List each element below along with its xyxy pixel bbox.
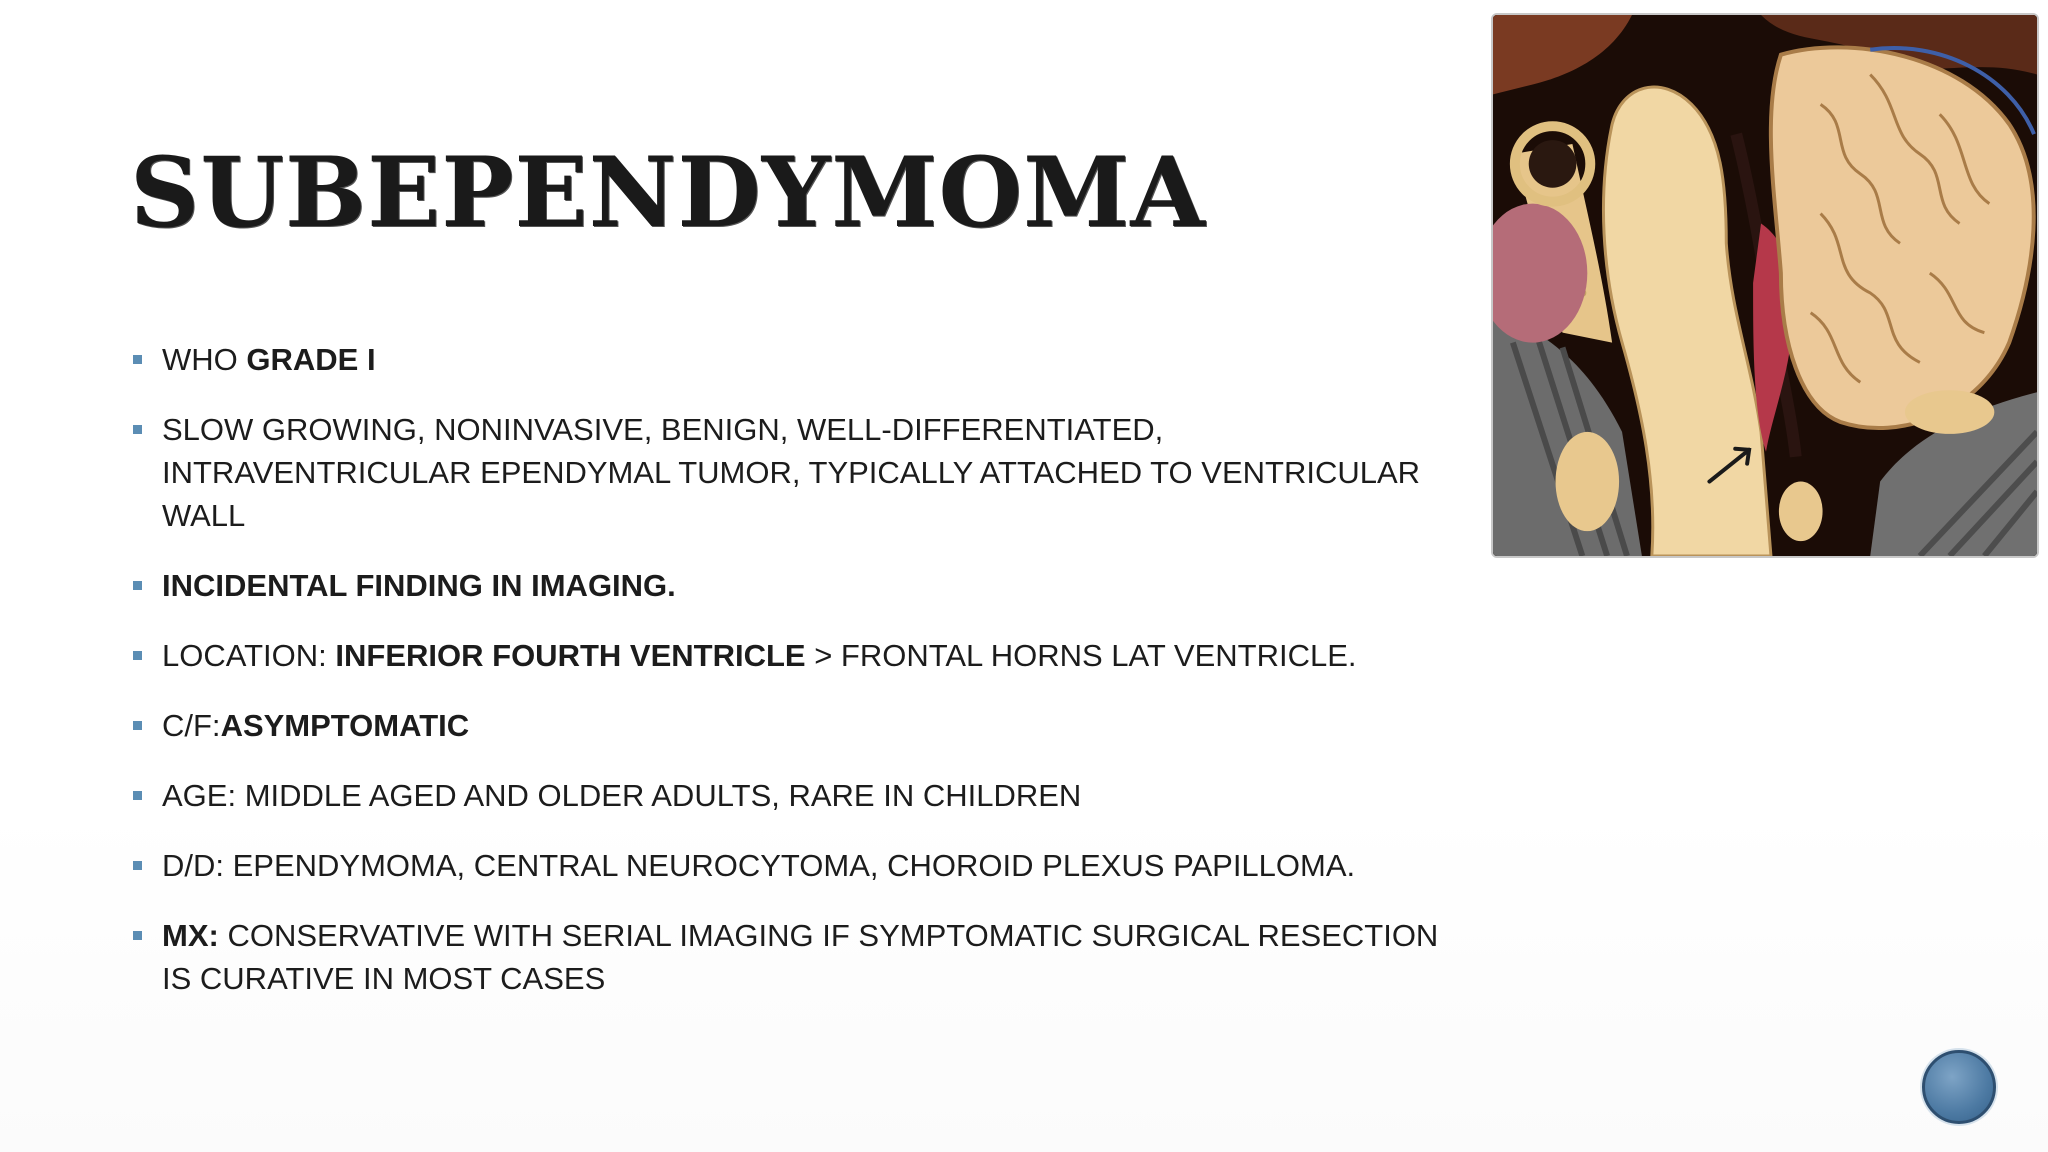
bullet-text-bold: INFERIOR FOURTH VENTRICLE [335,638,806,673]
bullet-text: C/F: [162,708,221,743]
bullet-list [130,338,1470,1027]
square-bullet-icon [133,721,142,730]
square-bullet-icon [133,355,142,364]
bullet-text-bold: MX: [162,918,219,953]
bullet-item [130,564,1470,607]
bullet-item [130,704,1470,747]
bullet-item [130,338,1470,381]
square-bullet-icon [133,791,142,800]
bullet-item [130,634,1470,677]
bullet-text-bold: ASYMPTOMATIC [220,708,470,743]
bullet-item [130,408,1470,537]
bullet-text: AGE: MIDDLE AGED AND OLDER ADULTS, RARE IN CHILDREN [162,778,1082,813]
bullet-text: CONSERVATIVE WITH SERIAL IMAGING IF SYMPTOMATIC SURGICAL RESECTION IS CURATIVE IN MOST CASES [162,918,1439,996]
bullet-item [130,844,1470,887]
slide-nav-circle-icon[interactable] [1922,1050,1996,1124]
bullet-text: LOCATION: [162,638,336,673]
square-bullet-icon [133,861,142,870]
bullet-text: SLOW GROWING, NONINVASIVE, BENIGN, WELL-DIFFERENTIATED, INTRAVENTRICULAR EPENDYMAL TUMOR, TYPICALLY ATTACHED TO VENTRICULAR WALL [162,412,1421,533]
anatomy-drawing [1493,15,2037,556]
bullet-text-bold: INCIDENTAL FINDING IN IMAGING. [162,568,676,603]
slide-title: SUBEPENDYMOMA [130,136,1206,249]
bullet-text-bold: GRADE I [246,342,376,377]
bullet-text: WHO [162,342,247,377]
bullet-item [130,914,1470,1000]
square-bullet-icon [133,581,142,590]
square-bullet-icon [133,931,142,940]
square-bullet-icon [133,425,142,434]
square-bullet-icon [133,651,142,660]
brainstem-illustration [1491,13,2039,558]
bullet-text: > FRONTAL HORNS LAT VENTRICLE. [805,638,1357,673]
bullet-item [130,774,1470,817]
bullet-text: D/D: EPENDYMOMA, CENTRAL NEUROCYTOMA, CHOROID PLEXUS PAPILLOMA. [162,848,1356,883]
